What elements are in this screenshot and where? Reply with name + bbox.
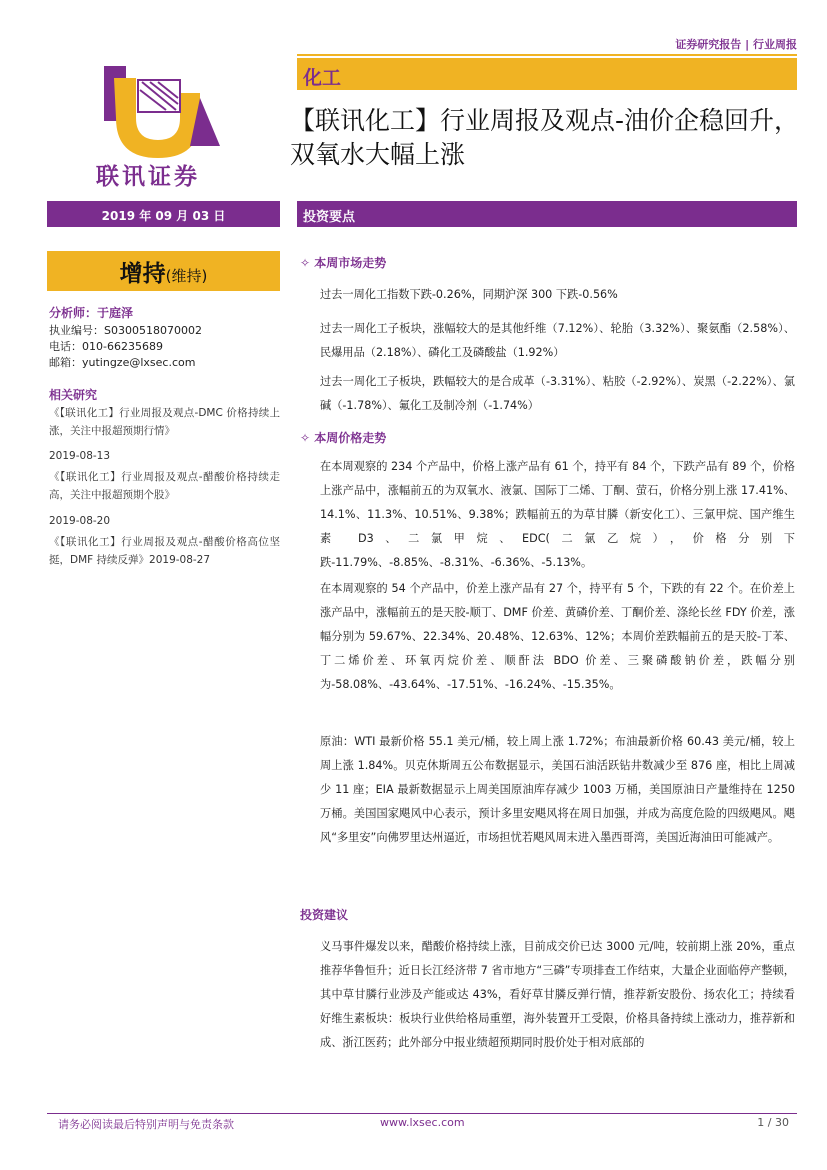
report-date: 2019 年 09 月 03 日 (101, 209, 226, 223)
investment-advice-para: 义马事件爆发以来，醋酸价格持续上涨，目前成交价已达 3000 元/吨，较前期上涨 20%，重点推荐华鲁恒升；近日长江经济带 7 省市地方“三磷”专项排查工作结束，大量企业面临停产整顿，其中草甘膦行业涉及产能或达 43%，看好草甘膦反弹行情，推荐新安股份、扬农化工；持续看好维生素板块：板块行业供给格局重塑，海外装置开工受限，价格具备持续上涨动力，推荐新和成、浙江医药；此外部分中报业绩超预期同时股价处于相对底部的 (320, 940, 795, 1049)
related-item-1[interactable]: 《【联讯化工】行业周报及观点-DMC 价格持续上涨，关注中报超预期行情》 (49, 407, 280, 437)
footer-url[interactable]: www.lxsec.com (380, 1116, 465, 1129)
analyst-name: 分析师：于庭泽 (49, 306, 134, 320)
related-research-title: 相关研究 (49, 388, 98, 402)
related-item-3[interactable]: 《【联讯化工】行业周报及观点-醋酸价格高位坚挺，DMF 持续反弹》2019-08-27 (49, 536, 280, 566)
footer-rule (47, 1113, 797, 1114)
market-para-3: 过去一周化工子板块，跌幅较大的是合成革（-3.31%）、粘胶（-2.92%）、炭黑（-2.22%）、氯碱（-1.78%）、氟化工及制冷剂（-1.74%） (320, 375, 795, 412)
rating (47, 255, 280, 288)
investment-advice-heading: 投资建议 (300, 908, 349, 922)
analyst-phone: 电话：010-66235689 (49, 340, 163, 353)
related-item-2[interactable]: 《【联讯化工】行业周报及观点-醋酸价格持续走高，关注中报超预期个股》 (49, 471, 280, 501)
market-para-2: 过去一周化工子板块，涨幅较大的是其他纤维（7.12%）、轮胎（3.32%）、聚氨酯（2.58%）、民爆用品（2.18%）、磷化工及磷酸盐（1.92%） (320, 322, 795, 359)
sector-bar (297, 58, 797, 90)
price-para-2: 在本周观察的 54 个产品中，价差上涨产品有 27 个，持平有 5 个，下跌的有 22 个。在价差上涨产品中，涨幅前五的是天胶-顺丁、DMF 价差、黄磷价差、丁酮价差、涤纶长丝 FDY 价差，涨幅分别为 59.67%、22.34%、20.48%、12.63%、12%；本周价差跌幅前五的是天胶-丁苯、丁二烯价差、环氧丙烷价差、顺酐法 BDO 价差、三聚磷酸钠价差，跌幅分别为-58.08%、-43.64%、-17.51%、-16.24%、-15.35%。 (320, 582, 795, 691)
section-title: 投资要点 (303, 210, 356, 225)
header-rule (297, 54, 797, 56)
brand-name: 联讯证券 (96, 164, 200, 190)
related-item-1-date: 2019-08-13 (49, 450, 111, 462)
market-para-1: 过去一周化工指数下跌-0.26%，同期沪深 300 下跌-0.56% (320, 288, 618, 301)
report-type-tag: 证券研究报告 | 行业周报 (675, 38, 797, 51)
crude-oil-para: 原油：WTI 最新价格 55.1 美元/桶，较上周上涨 1.72%；布油最新价格 60.43 美元/桶，较上周上涨 1.84%。贝克休斯周五公布数据显示，美国石油活跃钻井数减少至 876 座，相比上周减少 11 座；EIA 最新数据显示上周美国原油库存减少 1003 万桶，美国原油日产量维持在 1250 万桶。美国国家飓风中心表示，预计多里安飓风将在周日加强，并成为高度危险的四级飓风。飓风“多里安”向佛罗里达州逼近，市场担忧若飓风周末进入墨西哥湾，美国近海油田可能减产。 (320, 735, 795, 844)
price-trend-heading: ✧ 本周价格走势 (300, 431, 387, 445)
market-trend-heading: ✧ 本周市场走势 (300, 256, 387, 270)
rating-value: 增持 (119, 261, 166, 287)
sector-label: 化工 (303, 67, 342, 89)
related-item-2-date: 2019-08-20 (49, 515, 111, 527)
report-title: 【联讯化工】行业周报及观点-油价企稳回升，双氧水大幅上涨 (290, 106, 800, 169)
footer-disclaimer[interactable]: 请务必阅读最后特别声明与免责条款 (58, 1118, 234, 1131)
price-para-1: 在本周观察的 234 个产品中，价格上涨产品有 61 个，持平有 84 个，下跌产品有 89 个，价格上涨产品中，涨幅前五的为双氧水、液氯、国际丁二烯、丁酮、萤石，价格分别上涨 17.41%、14.1%、11.3%、10.51%、9.38%；跌幅前五的为草甘膦（新安化工）、三氯甲烷、国产维生素 D3、二氯甲烷、EDC(二氯乙烷），价格分别下跌-11.79%、-8.85%、-8.31%、-6.36%、-5.13%。 (320, 460, 795, 569)
section-bar (297, 201, 797, 227)
analyst-cert: 执业编号：S0300518070002 (49, 324, 202, 337)
page-number: 1 / 30 (757, 1116, 789, 1129)
rating-maintained: (维持) (165, 267, 208, 285)
analyst-email: 邮箱：yutingze@lxsec.com (49, 356, 196, 369)
